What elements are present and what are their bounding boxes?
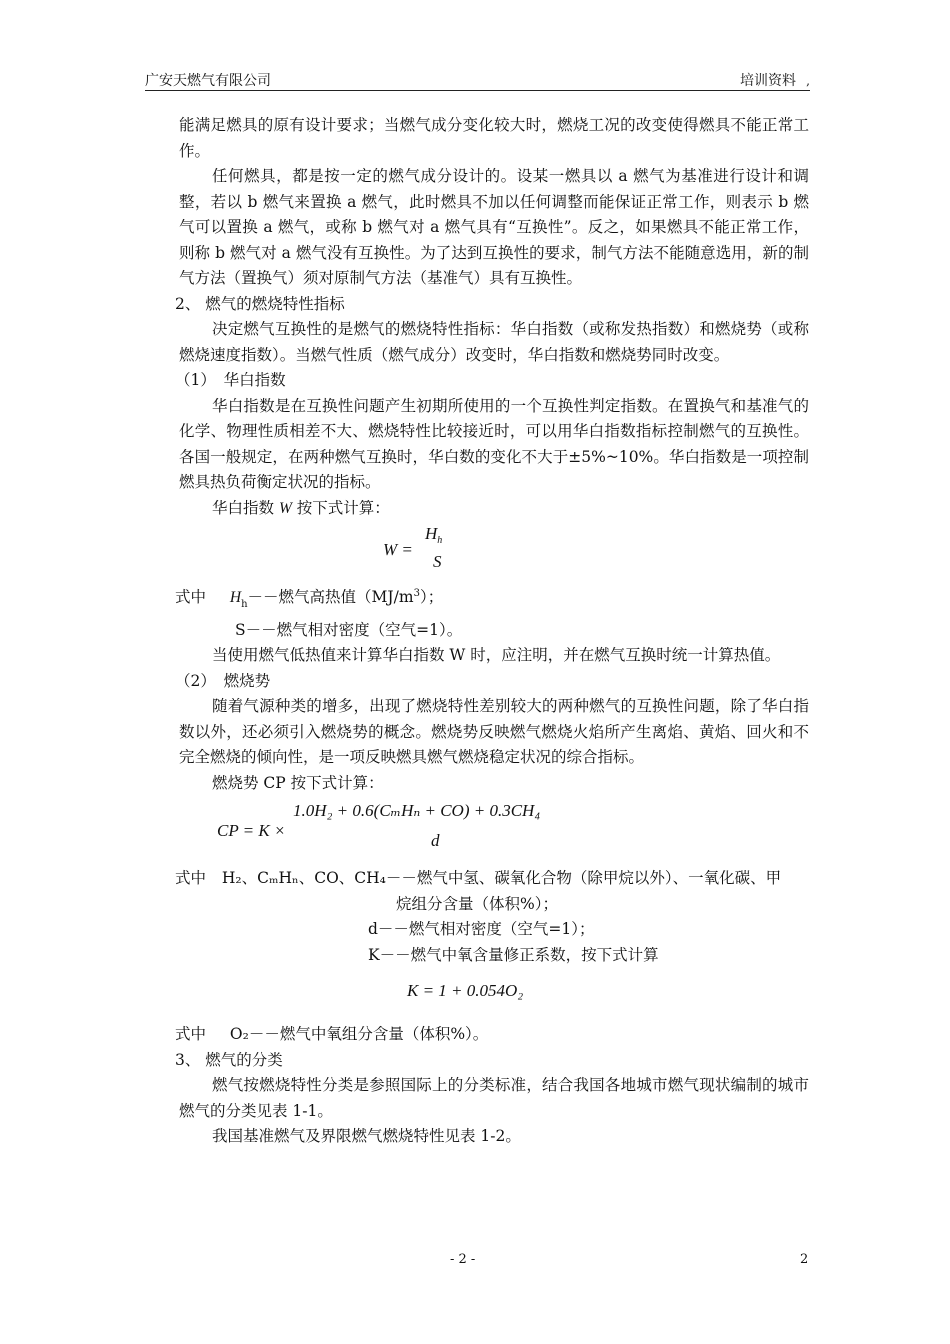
page-header [145,68,810,91]
unit-superscript: 3 [413,588,420,599]
section-2-title: 2、 燃气的燃烧特性指标 [175,294,345,313]
wobbe-formula-denominator: S [433,552,442,571]
wobbe-hh-description: －－燃气高热值（MJ/m [247,588,414,607]
wobbe-hh-end: ）； [419,588,444,607]
wobbe-note: 当使用燃气低热值来计算华白指数 W 时，应注明，并在燃气互换时统一计算热值。 [212,646,781,665]
where-label: 式中 [175,588,207,607]
cp-where-line-1-cont: 烷组分含量（体积%）； [396,894,558,913]
cp-formula-numerator: 1.0H₂ + 0.6(CₘHₙ + CO) + 0.3CH₄ [293,801,541,821]
subsection-1-title: （1） 华白指数 [175,371,286,389]
cp-where-line-2: d－－燃气相对密度（空气=1）； [368,920,595,939]
where-label: 式中 [175,1025,207,1044]
cp-component-description: －－燃气中氢、碳氧化合物（除甲烷以外）、一氧化碳、甲 [385,869,782,888]
wobbe-formula-lhs: W = [383,540,413,559]
subsection-2-title: （2） 燃烧势 [175,671,271,690]
wobbe-formula [179,523,809,575]
wobbe-intro-text-end: 按下式计算： [291,498,390,517]
header-doc-type: 培训资料 [740,73,796,89]
cp-formula-denominator: d [431,831,440,851]
section-2-paragraph: 决定燃气互换性的是燃气的燃烧特性指标：华白指数（或称发热指数）和燃烧势（或称燃烧速度指数）。当燃气性质（燃气成分）改变时，华白指数和燃烧势同时改变。 [179,320,809,364]
wobbe-where-line-1 [175,581,809,618]
page-number-right: 2 [800,1252,809,1267]
section-3-title: 3、 燃气的分类 [175,1050,283,1069]
oxygen-description: －－燃气中氧组分含量（体积%）。 [248,1025,489,1044]
cp-formula-lhs: CP = K × [217,821,286,841]
wobbe-symbol: W [278,499,292,517]
cp-component-symbols: H₂、CₘHₙ、CO、CH₄ [221,869,386,888]
wobbe-formula-numerator: $H_h$ [425,524,443,546]
wobbe-where-line-2: S－－燃气相对密度（空气=1）。 [235,620,463,639]
k-formula [179,972,809,1018]
where-label: 式中 [175,869,207,888]
cp-where-line-3: K－－燃气中氧含量修正系数，按下式计算 [368,945,659,964]
document-body [175,113,809,1150]
wobbe-hh-subscript: h [241,599,248,611]
paragraph-interchangeability: 任何燃具，都是按一定的燃气成分设计的。设某一燃具以 a 燃气为基准进行设计和调整，若以 b 燃气来置换 a 燃气，此时燃具不加以任何调整而能保证正常工作，则表示 b 燃气可以置换 a 燃气，或称 b 燃气对 a 燃气具有“互换性”。反之，如果燃具不能正常工作，则称 b 燃气对 a 燃气没有互换性。为了达到互换性的要求，制气方法不能随意选用，新的制气方法（置换气）须对原制气方法（基准气）具有互换性。 [179,167,809,287]
k-where-line [175,1022,809,1048]
subsection-2-paragraph: 随着气源种类的增多，出现了燃烧特性差别较大的两种燃气的互换性问题，除了华白指数以外，还必须引入燃烧势的概念。燃烧势反映燃气燃烧火焰所产生离焰、黄焰、回火和不完全燃烧的倾向性，是一项反映燃具燃气燃烧稳定状况的综合指标。 [179,697,809,767]
subsection-1-paragraph: 华白指数是在互换性问题产生初期所使用的一个互换性判定指数。在置换气和基准气的化学、物理性质相差不大、燃烧特性比较接近时，可以用华白指数指标控制燃气的互换性。各国一般规定，在两种燃气互换时，华白数的变化不大于±5%~10%。华白指数是一项控制燃具热负荷衡定状况的指标。 [179,396,809,491]
header-mark: , [806,74,810,88]
oxygen-symbol: O₂ [229,1025,249,1044]
wobbe-hh-symbol: H [229,589,242,607]
cp-where-line-1 [175,866,809,892]
wobbe-intro-text: 华白指数 [212,498,279,517]
paragraph-continuation: 能满足燃具的原有设计要求；当燃气成分变化较大时，燃烧工况的改变使得燃具不能正常工作。 [179,116,809,160]
cp-intro: 燃烧势 CP 按下式计算： [212,773,384,792]
page-number-center: - 2 - [450,1252,476,1267]
section-3-paragraph-2: 我国基准燃气及界限燃气燃烧特性见表 1-2。 [212,1127,521,1146]
cp-formula [179,798,809,862]
wobbe-intro [179,496,809,522]
k-formula-text: K = 1 + 0.054O₂ [407,981,524,1001]
header-company: 广安天燃气有限公司 [145,73,271,89]
section-3-paragraph-1: 燃气按燃烧特性分类是参照国际上的分类标准，结合我国各地城市燃气现状编制的城市燃气的分类见表 1-1。 [179,1076,809,1120]
